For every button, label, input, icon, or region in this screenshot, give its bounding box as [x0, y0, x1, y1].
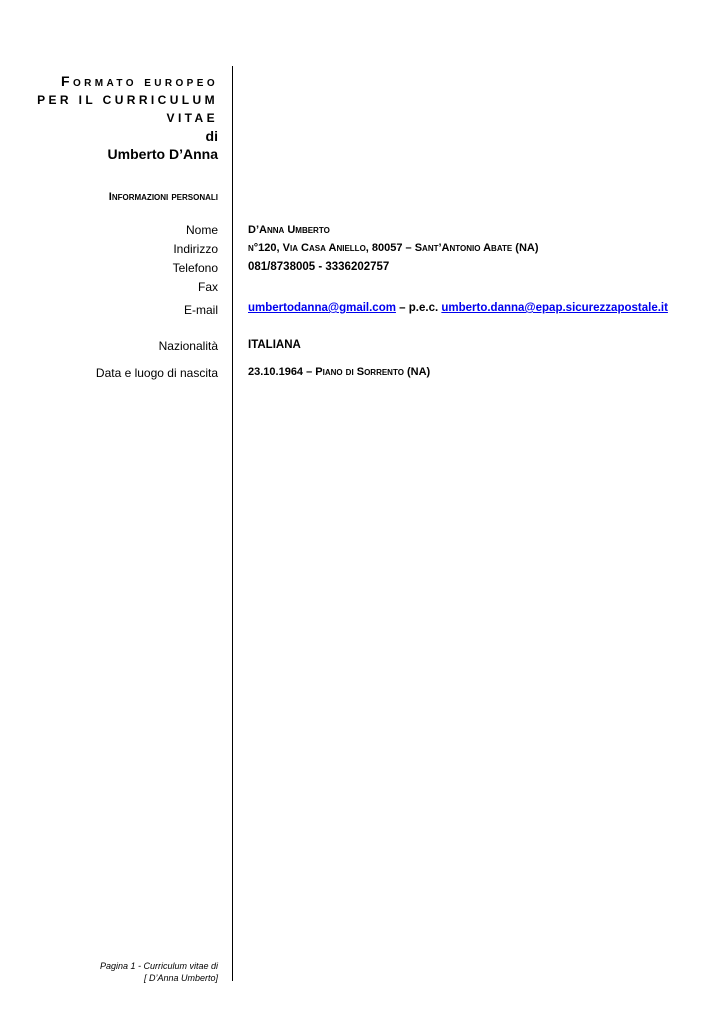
email-link[interactable]: umbertodanna@gmail.com — [248, 302, 396, 314]
label-fax: Fax — [197, 280, 218, 294]
label-nazionalita: Nazionalità — [158, 339, 218, 353]
label-indirizzo: Indirizzo — [173, 242, 218, 256]
value-email — [248, 302, 668, 314]
pec-email-link[interactable]: umberto.danna@epap.sicurezzapostale.it — [441, 302, 668, 314]
label-email: E-mail — [183, 303, 218, 317]
cv-owner-name: Umberto D’Anna — [107, 146, 218, 162]
label-telefono: Telefono — [172, 261, 218, 275]
cv-title — [37, 72, 218, 163]
value-nome: D’Anna Umberto — [248, 224, 330, 236]
value-nazionalita: ITALIANA — [248, 339, 301, 351]
page-footer — [100, 960, 218, 984]
value-indirizzo: n°120, Via Casa Aniello, 80057 – Sant’Antonio Abate (NA) — [248, 242, 539, 254]
label-nome: Nome — [185, 223, 218, 237]
footer-line-1: Pagina 1 - Curriculum vitae di — [99, 961, 218, 971]
value-telefono: 081/8738005 - 3336202757 — [248, 261, 390, 273]
title-line-1: Formato europeo — [61, 73, 218, 89]
section-title: Informazioni personali — [108, 191, 218, 203]
value-nascita: 23.10.1964 – Piano di Sorrento (NA) — [248, 366, 431, 378]
label-nascita: Data e luogo di nascita — [95, 366, 218, 380]
pec-separator: – p.e.c. — [395, 302, 442, 314]
title-line-4: di — [205, 128, 218, 144]
column-divider — [232, 66, 233, 981]
footer-line-2: [ D’Anna Umberto] — [143, 973, 218, 983]
title-line-2: PER IL CURRICULUM — [37, 93, 218, 107]
title-line-3: VITAE — [166, 111, 218, 125]
